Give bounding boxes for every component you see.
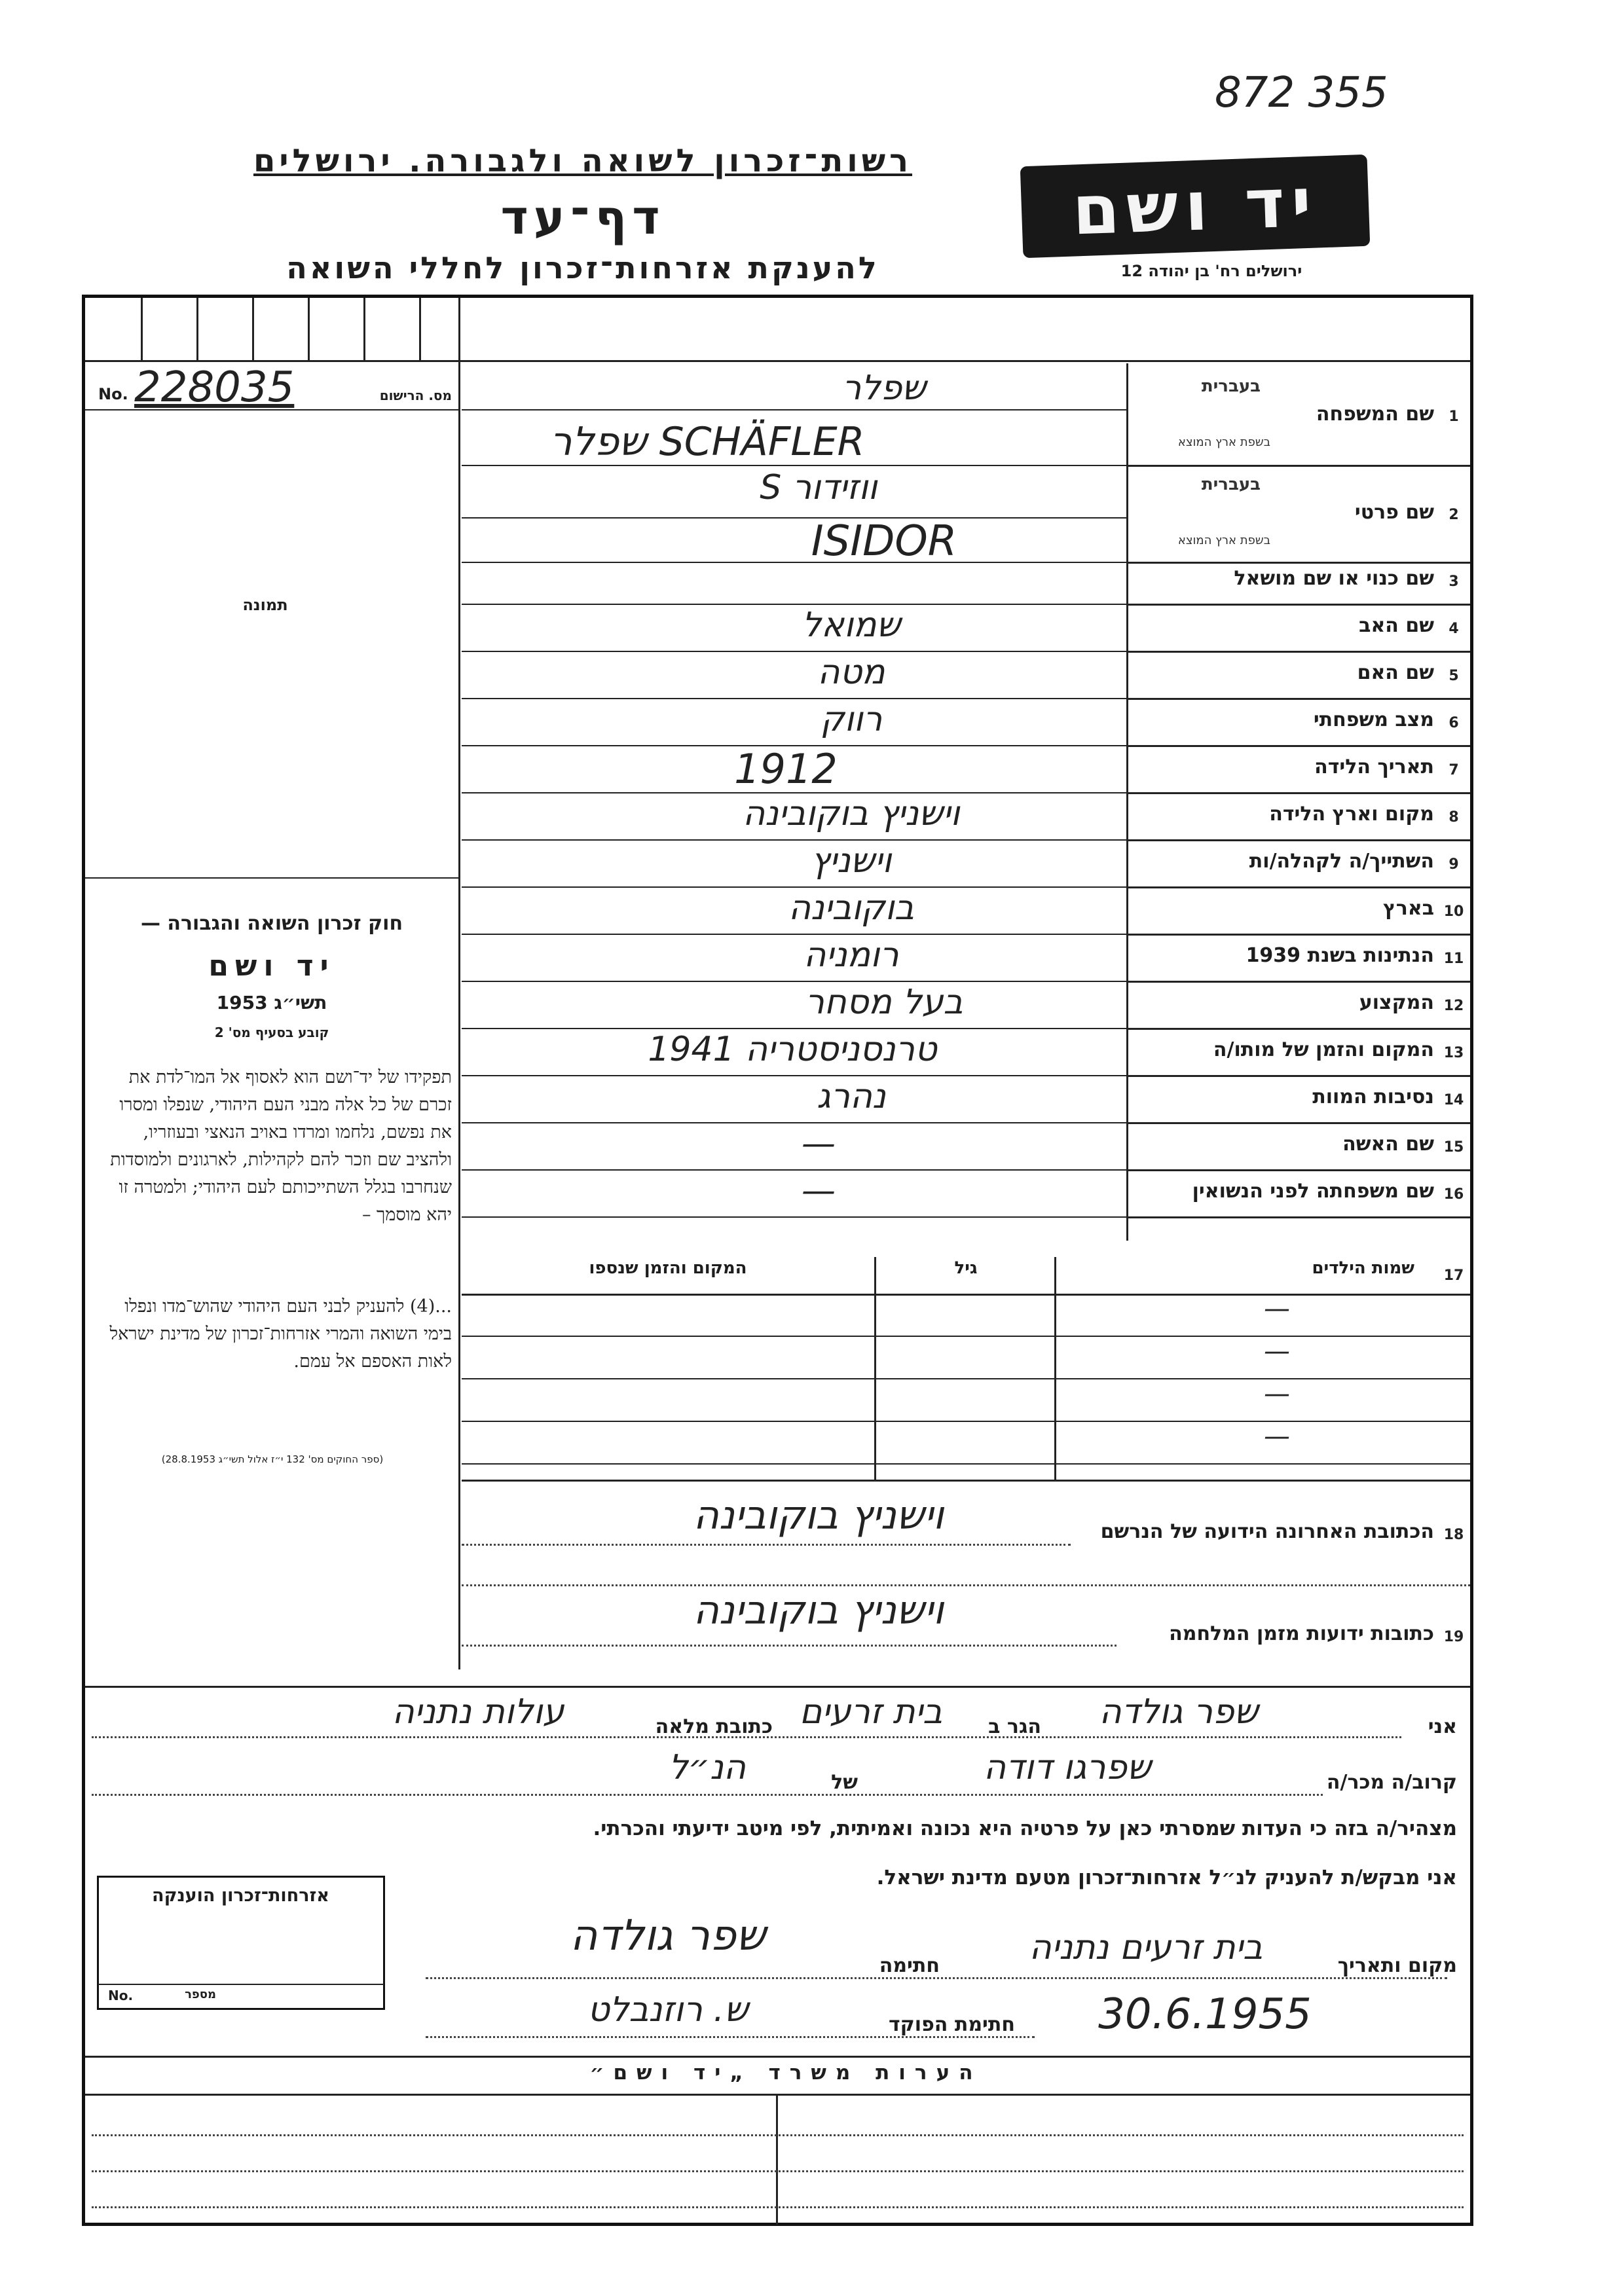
declarant-of-value: הנ״ל	[669, 1748, 746, 1787]
value-line	[462, 1028, 1126, 1029]
field-18-dotted	[462, 1544, 1071, 1546]
row-sep	[1126, 792, 1470, 794]
field-19-dotted	[462, 1645, 1116, 1647]
field-1-sub-foreign: בשפת ארץ המוצא	[1177, 435, 1270, 449]
officer-label: חתימת הפוקד	[889, 2013, 1015, 2036]
logo-address: ירושלים רח' בן יהודה 12	[1120, 262, 1302, 280]
field-4-value: שמואל	[802, 606, 901, 645]
field-11-value: רומניה	[803, 936, 899, 975]
field-11-number: 11	[1443, 951, 1464, 967]
top-strip-cell	[363, 298, 365, 360]
top-strip-cell	[141, 298, 143, 360]
row-sep	[1126, 745, 1470, 747]
top-strip-cell	[252, 298, 254, 360]
value-line	[462, 1216, 1126, 1218]
field-6-label: מצב משפחתי	[1313, 708, 1434, 731]
field-16-label: שם משפחתה לפני הנשואין	[1192, 1180, 1434, 1203]
photo-label: תמונה	[242, 596, 288, 614]
row-sep	[1126, 651, 1470, 653]
notes-line	[92, 2206, 1464, 2208]
row-sep	[1126, 1028, 1470, 1030]
field-19-value: וישניץ בוקובינה	[693, 1588, 944, 1633]
registration-number: 228035	[134, 363, 295, 412]
law-clause: ...(4) להעניק לבני העם היהודי שהוש־מדו ונפלו בימי השואה והמרי אזרחות־זכרון של מדינת ישראל לאות האספם אל עמם.	[109, 1296, 452, 1372]
law-section: קובע בסעיף מס' 2	[214, 1025, 329, 1040]
declarant-address-label: כתובת מלאה	[655, 1715, 773, 1738]
children-header-names: שמות הילדים	[1312, 1258, 1414, 1278]
children-row-line	[462, 1463, 1470, 1465]
value-line	[462, 981, 1126, 982]
declarant-lives: בית זרעים	[799, 1692, 943, 1732]
value-line	[462, 651, 1126, 652]
field-13-number: 13	[1443, 1045, 1464, 1061]
field-14-label: נסיבות המוות	[1312, 1085, 1434, 1108]
row-sep	[1126, 839, 1470, 841]
row-sep	[1126, 604, 1470, 606]
citizenship-box-no: No.	[108, 1988, 134, 2003]
signature-label: חתימה	[879, 1954, 940, 1977]
children-col-sep	[874, 1257, 876, 1480]
section-sep-declarant	[85, 1686, 1470, 1688]
field-5-number: 5	[1449, 668, 1459, 684]
top-strip-cell	[458, 298, 460, 360]
authority-title: רשות־זכרון לשואה ולגבורה. ירושלים	[253, 143, 913, 179]
field-2-label: שם פרטי	[1354, 501, 1434, 524]
field-1-label: שם המשפחה	[1316, 403, 1434, 426]
field-10-label: בארץ	[1382, 897, 1434, 920]
field-19-label: כתובות ידועות מזמן המלחמה	[1169, 1622, 1434, 1645]
value-line	[462, 886, 1126, 888]
field-17-number: 17	[1443, 1267, 1464, 1284]
row-sep	[1126, 934, 1470, 936]
field-3-number: 3	[1449, 574, 1459, 590]
field-1-sub-hebrew: בעברית	[1201, 376, 1261, 396]
declarant-lives-label: הגר ב	[988, 1715, 1041, 1738]
registration-no-label: No.	[98, 385, 128, 403]
left-column-divider	[458, 360, 460, 1669]
law-citation: (ספר החוקים מס' 132 י״ז אלול תשי״ג 28.8.1953)	[161, 1453, 384, 1465]
children-header-age: גיל	[954, 1258, 978, 1278]
place-date-label: מקום ותאריך	[1337, 1954, 1457, 1977]
field-2-value-foreign: ISIDOR	[811, 517, 957, 566]
place-date-line	[426, 1977, 1447, 1979]
top-strip-cell	[308, 298, 310, 360]
row-sep	[1126, 981, 1470, 983]
field-10-number: 10	[1443, 903, 1464, 920]
declarant-of-label: של	[831, 1771, 858, 1794]
photo-top	[85, 409, 458, 410]
declarant-line-2	[92, 1794, 1323, 1796]
citizenship-box-title: אזרחות־זכרון הוענקה	[152, 1886, 329, 1906]
law-body: תפקידו של יד־ושם הוא לאסוף אל המו־לדת את זכרם של כל אלה מבני העם היהודי, שנפלו ומסרו את נפשם, נלחמו ומרדו באויב הנאצי ובעוזריו, ולהציב שם וזכר להם לקהילות, לארגונים ולמוסדות שנחרבו בגלל השתייכותם לעם היהודי; ולמטרה זו יהא מוסמך –	[110, 1067, 452, 1225]
field-12-number: 12	[1443, 998, 1464, 1014]
row-sep	[1126, 1216, 1470, 1218]
field-2-number: 2	[1449, 507, 1459, 523]
field-2-value-hebrew: ווזידור S	[760, 468, 877, 507]
field-1-value-foreign: SCHÄFLER שפלר	[549, 419, 865, 465]
declarant-ani: אני	[1428, 1715, 1457, 1738]
field-2-sub-hebrew: בעברית	[1201, 475, 1261, 494]
value-line	[462, 934, 1126, 935]
field-16-number: 16	[1443, 1186, 1464, 1203]
field-4-number: 4	[1449, 621, 1459, 637]
row-sep	[1126, 1122, 1470, 1124]
field-8-number: 8	[1449, 809, 1459, 826]
field-6-value: רווק	[820, 700, 883, 739]
top-strip-cell	[196, 298, 198, 360]
field-18-dotted-2	[462, 1584, 1470, 1586]
field-15-label: שם האשה	[1342, 1133, 1434, 1156]
law-name: יד ושם	[208, 949, 335, 983]
value-line	[462, 465, 1126, 466]
field-16-value: —	[802, 1171, 836, 1211]
field-9-number: 9	[1449, 856, 1459, 873]
archive-number: 872 355	[1215, 69, 1388, 117]
field-18-value: וישניץ בוקובינה	[693, 1493, 944, 1539]
field-18-number: 18	[1443, 1527, 1464, 1543]
row-sep	[1126, 886, 1470, 888]
field-12-value: בעל מסחר	[805, 983, 963, 1022]
field-5-label: שם האם	[1357, 661, 1434, 684]
value-line	[462, 698, 1126, 699]
child-row-3: —	[1264, 1379, 1290, 1409]
field-18-label: הכתובת האחרונה הידועה של הנרשם	[1100, 1520, 1434, 1543]
value-line	[462, 1169, 1126, 1171]
row-sep	[1126, 698, 1470, 700]
field-12-label: המקצוע	[1359, 991, 1434, 1014]
field-2-sub-foreign: בשפת ארץ המוצא	[1177, 534, 1270, 547]
declarant-line-1	[92, 1736, 1401, 1738]
value-line	[462, 1122, 1126, 1123]
photo-bottom	[85, 877, 458, 879]
field-15-value: —	[802, 1124, 836, 1163]
field-6-number: 6	[1449, 715, 1459, 731]
field-13-value: טרנסניסטריה 1941	[648, 1030, 937, 1069]
children-table-bottom	[462, 1480, 1470, 1482]
declaration-text-2: אני מבקש/ת להעניק לנ״ל אזרחות־זכרון מטעם מדינת ישראל.	[876, 1866, 1457, 1889]
field-13-label: המקום והזמן של מותו/ה	[1213, 1038, 1434, 1061]
value-line	[462, 604, 1126, 605]
field-14-value: נהרג	[817, 1077, 886, 1116]
top-strip-cell	[419, 298, 421, 360]
row-sep	[1126, 465, 1470, 467]
field-10-value: בוקובינה	[788, 888, 914, 928]
row-sep	[1126, 562, 1470, 564]
notes-title: הערות משרד „יד ושם״	[589, 2061, 982, 2085]
field-9-label: השתייך/ה לקהלה/ות	[1249, 850, 1434, 873]
declarant-address: עולות נתניה	[392, 1692, 564, 1732]
field-5-value: מטה	[817, 653, 885, 692]
declarant-place: בית זרעים נתניה	[1029, 1928, 1263, 1967]
field-7-number: 7	[1449, 762, 1459, 778]
field-14-number: 14	[1443, 1092, 1464, 1108]
declarant-relative-label: קרוב/ה מכר/ה	[1326, 1771, 1457, 1794]
child-row-2: —	[1264, 1336, 1290, 1366]
field-7-label: תאריך הלידה	[1314, 756, 1434, 778]
field-19-number: 19	[1443, 1629, 1464, 1645]
declarant-signature: שפר גולדה	[570, 1912, 766, 1960]
children-header-place-time: המקום והזמן שנספו	[589, 1258, 747, 1278]
top-strip	[85, 360, 1470, 362]
declarant-relation: שפרגו דודה	[984, 1748, 1151, 1787]
form-subtitle: להענקת אזרחות־זכרון לחללי השואה	[286, 250, 879, 285]
value-line	[462, 1075, 1126, 1076]
form-title: דף־עד	[500, 190, 665, 245]
declaration-text-1: מצהיר/ה בזה כי העדות שמסרתי כאן על פרטיה היא נכונה ואמיתית, לפי מיטב ידיעתי והכרתי.	[593, 1817, 1457, 1840]
field-3-label: שם כנוי או שם מושאל	[1234, 567, 1434, 590]
notes-top	[85, 2056, 1470, 2058]
field-7-value: 1912	[734, 745, 838, 793]
law-title: חוק זכרון השואה והגבורה —	[140, 912, 403, 935]
field-1-number: 1	[1449, 409, 1459, 425]
notes-line	[92, 2170, 1464, 2172]
law-year: תשי״ג 1953	[216, 992, 327, 1013]
value-line	[462, 839, 1126, 841]
registration-label: מס. הרישום	[379, 388, 452, 403]
citizenship-box-sep	[98, 1984, 384, 1985]
field-9-value: וישניץ	[811, 841, 892, 881]
declarant-name: שפר גולדה	[1099, 1692, 1259, 1732]
notes-divider	[776, 2094, 778, 2225]
child-row-4: —	[1264, 1421, 1290, 1451]
field-11-label: הנתינות בשנת 1939	[1246, 944, 1434, 967]
row-sep	[1126, 1075, 1470, 1077]
field-4-label: שם האב	[1359, 614, 1434, 637]
officer-line	[426, 2036, 1035, 2038]
citizenship-box-number-label: מספר	[185, 1988, 216, 2001]
field-1-value-hebrew: שפלר	[841, 369, 927, 408]
children-col-sep	[1054, 1257, 1056, 1480]
declarant-date: 30.6.1955	[1098, 1990, 1312, 2039]
field-15-number: 15	[1443, 1139, 1464, 1156]
officer-signature: ש. רוזנבלט	[587, 1990, 748, 2030]
yad-vashem-logo: יד ושם	[1020, 155, 1371, 258]
field-8-label: מקום וארץ הלידה	[1269, 803, 1434, 826]
row-sep	[1126, 1169, 1470, 1171]
value-line	[462, 409, 1126, 410]
child-row-1: —	[1264, 1294, 1290, 1324]
field-8-value: וישניץ בוקובינה	[743, 794, 960, 833]
notes-line	[92, 2134, 1464, 2136]
label-column-divider	[1126, 363, 1128, 1241]
